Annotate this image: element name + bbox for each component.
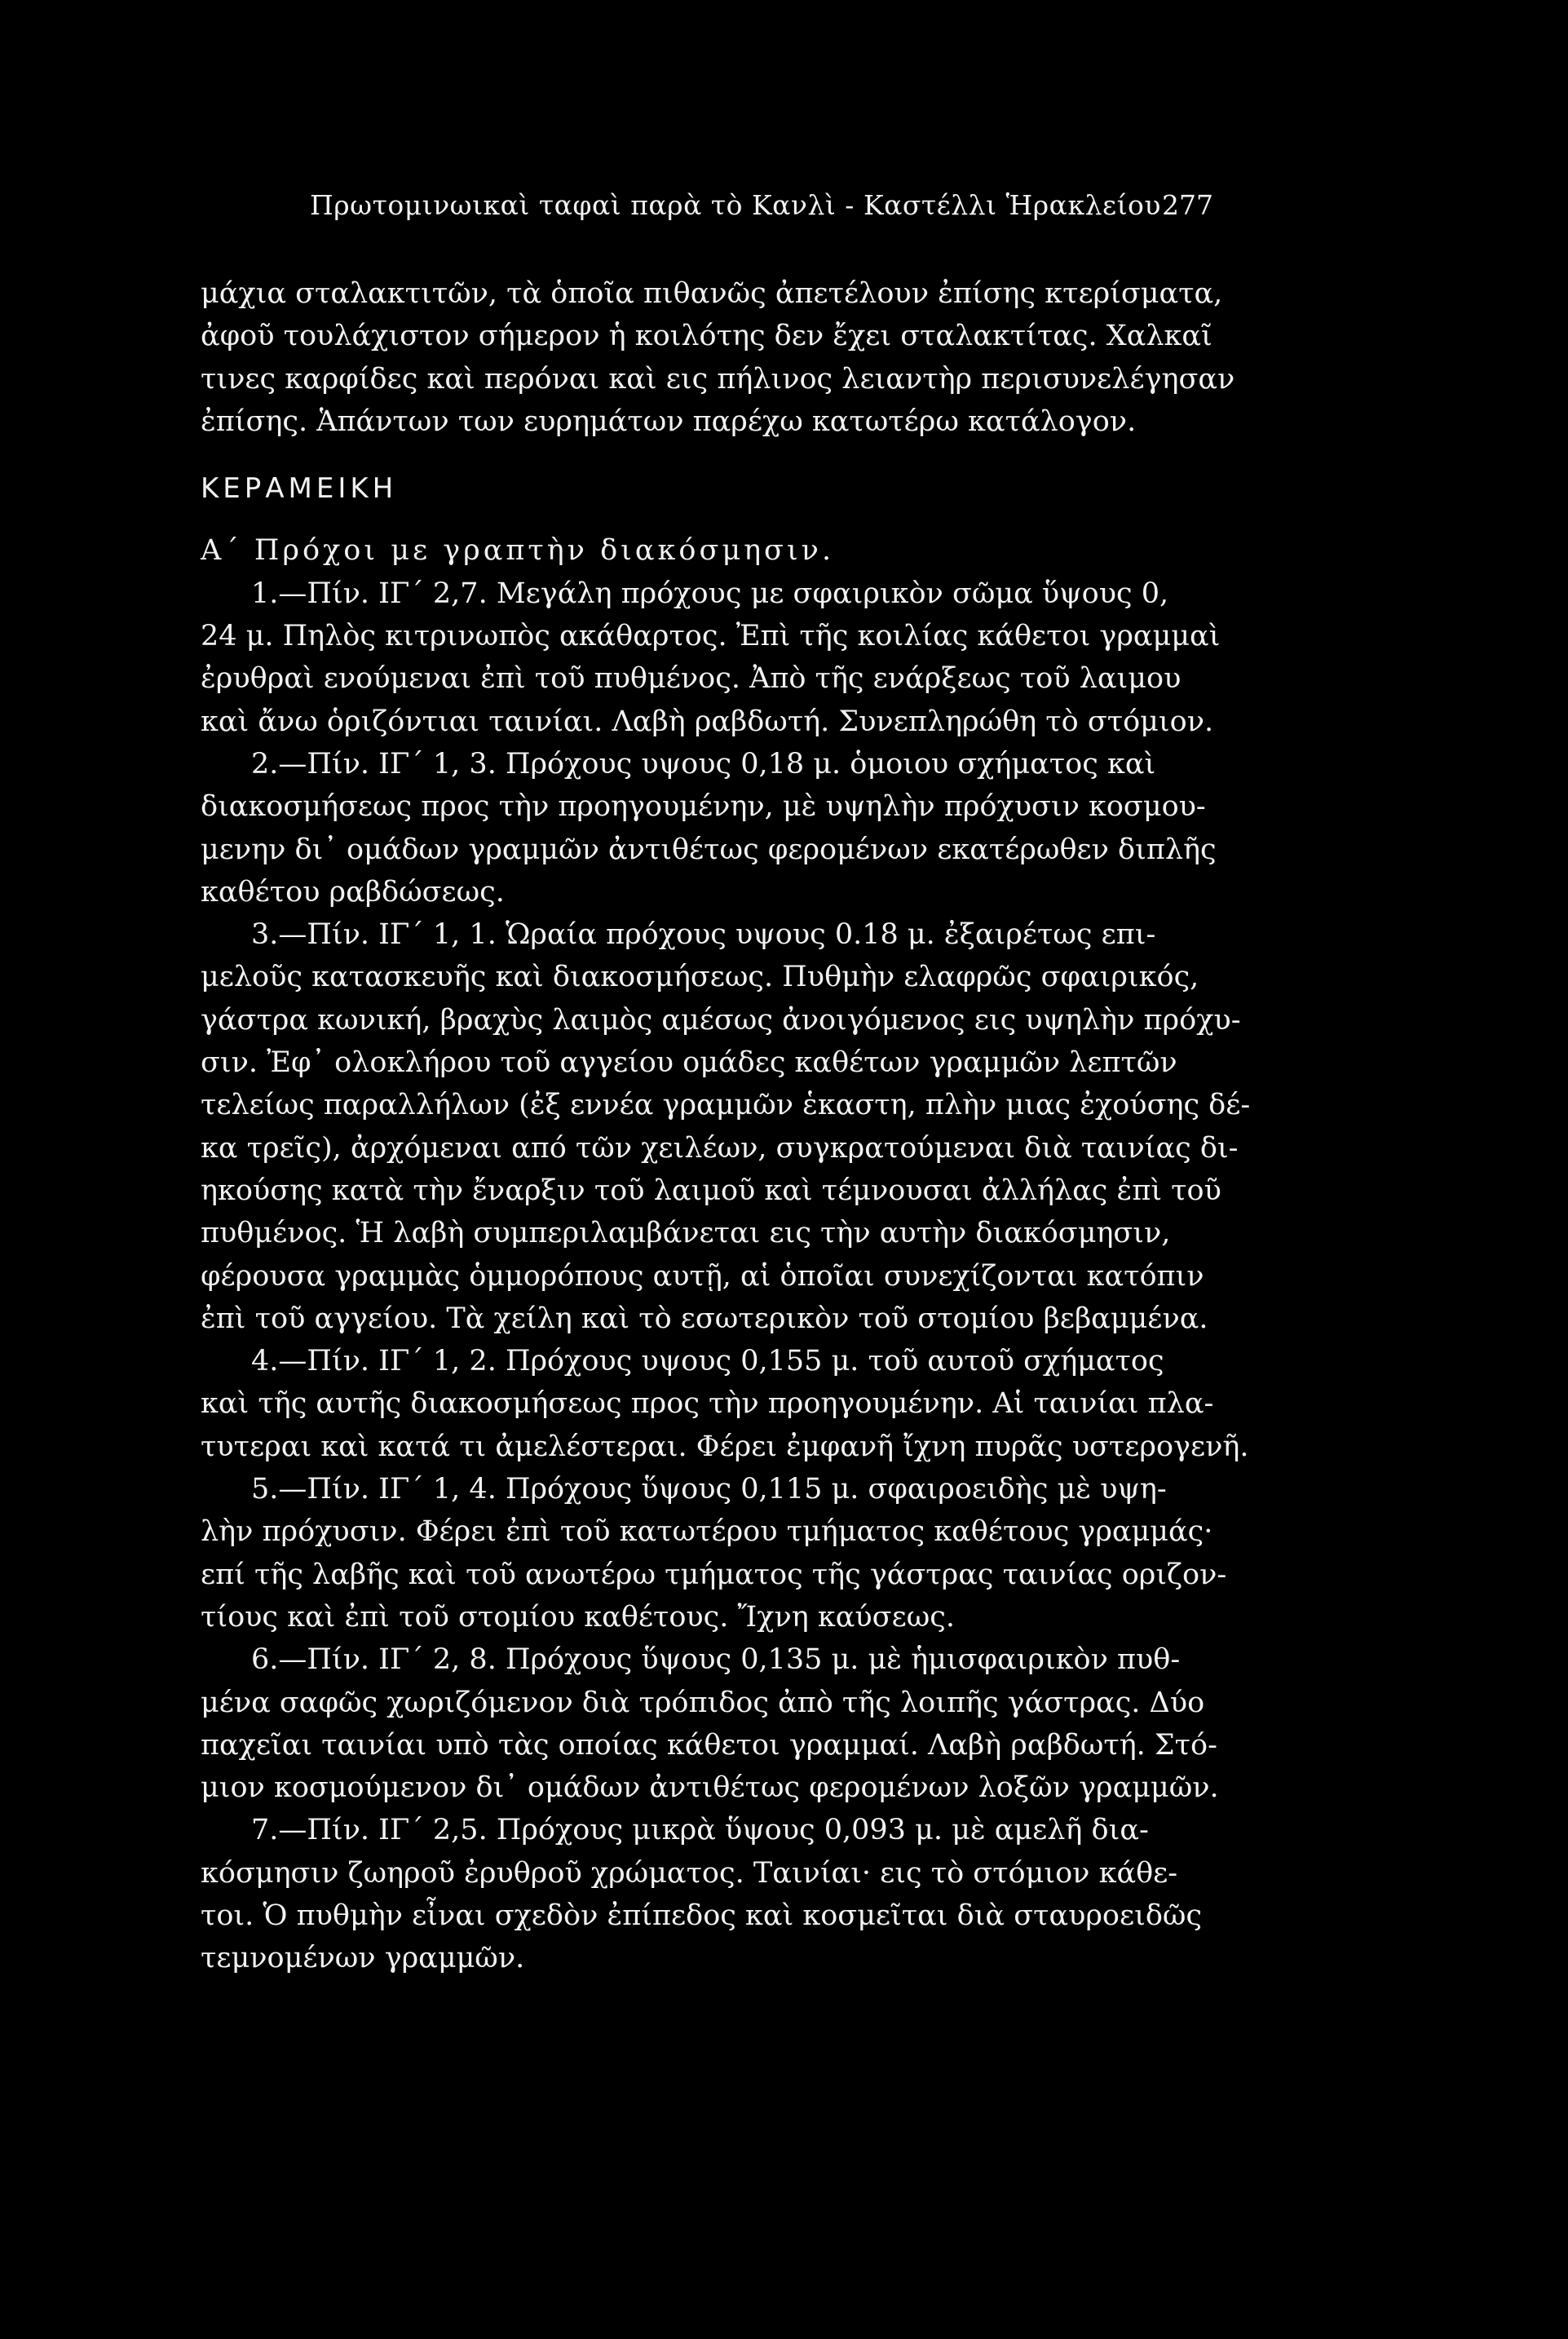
text-line: γάστρα κωνική, βραχὺς λαιμὸς αμέσως ἀνοιγόμενος εις υψηλὴν πρόχυ- <box>201 1003 1241 1037</box>
text-line: 4.—Πίν. ΙΓ΄ 1, 2. Πρόχους υψους 0,155 μ. τοῦ αυτοῦ σχήματος <box>251 1345 1164 1378</box>
text-line: κα τρεῖς), ἀρχόμεναι από τῶν χειλέων, συγκρατούμεναι διὰ ταινίας δι- <box>201 1131 1239 1165</box>
section-heading: ΚΕΡΑΜΕΙΚΗ <box>201 472 398 506</box>
text-line: παχεῖαι ταινίαι υπὸ τὰς οποίας κάθετοι γραμμαί. Λαβὴ ραβδωτή. Στό- <box>201 1728 1217 1762</box>
text-line: ηκούσης κατὰ τὴν ἔναρξιν τοῦ λαιμοῦ καὶ τέμνουσαι ἀλλήλας ἐπὶ τοῦ <box>201 1174 1221 1207</box>
catalogue-item-2 <box>201 743 1220 913</box>
text-line: τεμνομένων γραμμῶν. <box>201 1942 525 1975</box>
subsection-heading: Α΄ Πρόχοι με γραπτὴν διακόσμησιν. <box>201 534 835 568</box>
text-line: καθέτου ραβδώσεως. <box>201 875 505 909</box>
text-line: κόσμησιν ζωηροῦ ἐρυθροῦ χρώματος. Ταινίαι· εις τὸ στόμιον κάθε- <box>201 1856 1178 1890</box>
text-line: 24 μ. Πηλὸς κιτρινωπὸς ακάθαρτος. Ἐπὶ τῆς κοιλίας κάθετοι γραμμαὶ <box>201 620 1221 653</box>
text-line: καὶ τῆς αυτῆς διακοσμήσεως προς τὴν προηγουμένην. Αἱ ταινίαι πλα- <box>201 1387 1214 1421</box>
catalogue-item-5 <box>201 1468 1227 1638</box>
text-line: τοι. Ὁ πυθμὴν εἶναι σχεδὸν ἐπίπεδος καὶ κοσμεῖται διὰ σταυροειδῶς <box>201 1899 1203 1932</box>
text-line: τυτεραι καὶ κατά τι ἀμελέστεραι. Φέρει ἐμφανῆ ἴχνη πυρᾶς υστερογενῆ. <box>201 1430 1249 1463</box>
text-line: τίους καὶ ἐπὶ τοῦ στομίου καθέτους. Ἴχνη καύσεως. <box>201 1600 955 1634</box>
text-line: επί τῆς λαβῆς καὶ τοῦ ανωτέρω τμήματος τῆς γάστρας ταινίας οριζον- <box>201 1558 1227 1591</box>
text-line: ἐπὶ τοῦ αγγείου. Τὰ χείλη καὶ τὸ εσωτερικὸν τοῦ στομίου βεβαμμένα. <box>201 1302 1208 1335</box>
text-line: φέρουσα γραμμὰς ὁμμορόπους αυτῇ, αἱ ὁποῖαι συνεχίζονται κατόπιν <box>201 1259 1204 1293</box>
text-line: διακοσμήσεως προς τὴν προηγουμένην, μὲ υψηλὴν πρόχυσιν κοσμου- <box>201 790 1206 824</box>
text-line: τελείως παραλλήλων (ἐξ εννέα γραμμῶν ἑκαστη, πλὴν μιας ἐχούσης δέ- <box>201 1089 1251 1122</box>
text-line: μελοῦς κατασκευῆς καὶ διακοσμήσεως. Πυθμὴν ελαφρῶς σφαιρικός, <box>201 961 1199 994</box>
text-line: μένα σαφῶς χωριζόμενον διὰ τρόπιδος ἀπὸ τῆς λοιπῆς γάστρας. Δύο <box>201 1686 1205 1719</box>
catalogue-item-3 <box>201 913 1251 1340</box>
text-line: μιον κοσμούμενον δι᾿ ομάδων ἀντιθέτως φερομένων λοξῶν γραμμῶν. <box>201 1771 1219 1805</box>
text-line: 5.—Πίν. ΙΓ΄ 1, 4. Πρόχους ὕψους 0,115 μ. σφαιροειδὴς μὲ υψη- <box>251 1473 1167 1506</box>
catalogue-item-7 <box>201 1809 1220 1979</box>
text-line: 6.—Πίν. ΙΓ΄ 2, 8. Πρόχους ὕψους 0,135 μ. μὲ ἡμισφαιρικὸν πυθ- <box>251 1643 1181 1677</box>
catalogue-item-1 <box>201 573 1220 743</box>
text-line: 3.—Πίν. ΙΓ΄ 1, 1. Ὡραία πρόχους υψους 0.18 μ. ἐξαιρέτως επι- <box>251 918 1156 952</box>
text-line: 7.—Πίν. ΙΓ΄ 2,5. Πρόχους μικρὰ ὕψους 0,093 μ. μὲ αμελῆ δια- <box>251 1814 1149 1847</box>
intro-paragraph <box>201 272 1235 443</box>
text-line: ἐπίσης. Ἁπάντων των ευρημάτων παρέχω κατωτέρω κατάλογον. <box>201 405 1137 438</box>
text-line: 1.—Πίν. ΙΓ΄ 2,7. Μεγάλη πρόχους με σφαιρικὸν σῶμα ὕψους 0, <box>251 577 1169 610</box>
text-line: ἐρυθραὶ ενούμεναι ἐπὶ τοῦ πυθμένος. Ἀπὸ τῆς ενάρξεως τοῦ λαιμου <box>201 662 1182 696</box>
body-text <box>201 272 1251 1980</box>
text-line: ἀφοῦ τουλάχιστον σήμερον ἡ κοιλότης δεν ἔχει σταλακτίτας. Χαλκαῖ <box>201 320 1212 353</box>
text-line: μάχια σταλακτιτῶν, τὰ ὁποῖα πιθανῶς ἀπετέλουν ἐπίσης κτερίσματα, <box>201 277 1223 310</box>
text-line: καὶ ἄνω ὁριζόντιαι ταινίαι. Λαβὴ ραβδωτή. Συνεπληρώθη τὸ στόμιον. <box>201 705 1214 738</box>
text-line: τινες καρφίδες καὶ περόναι καὶ εις πήλινος λειαντὴρ περισυνελέγησαν <box>201 362 1235 396</box>
text-line: λὴν πρόχυσιν. Φέρει ἐπὶ τοῦ κατωτέρου τμήματος καθέτους γραμμάς· <box>201 1515 1213 1549</box>
catalogue-item-4 <box>201 1340 1249 1468</box>
catalogue-item-6 <box>201 1638 1220 1809</box>
text-line: μενην δι᾿ ομάδων γραμμῶν ἀντιθέτως φερομένων εκατέρωθεν διπλῆς <box>201 833 1217 866</box>
page-number: 277 <box>1162 189 1213 221</box>
text-line: πυθμένος. Ἡ λαβὴ συμπεριλαμβάνεται εις τὴν αυτὴν διακόσμησιν, <box>201 1217 1171 1250</box>
text-line: σιν. Ἐφ᾿ ολοκλήρου τοῦ αγγείου ομάδες καθέτων γραμμῶν λεπτῶν <box>201 1046 1177 1080</box>
running-title: Πρωτομινωικαὶ ταφαὶ παρὰ τὸ Κανλὶ - Καστέλλι Ἡρακλείου <box>310 189 1161 221</box>
text-line: 2.—Πίν. ΙΓ΄ 1, 3. Πρόχους υψους 0,18 μ. ὁμοιου σχήματος καὶ <box>251 747 1156 780</box>
